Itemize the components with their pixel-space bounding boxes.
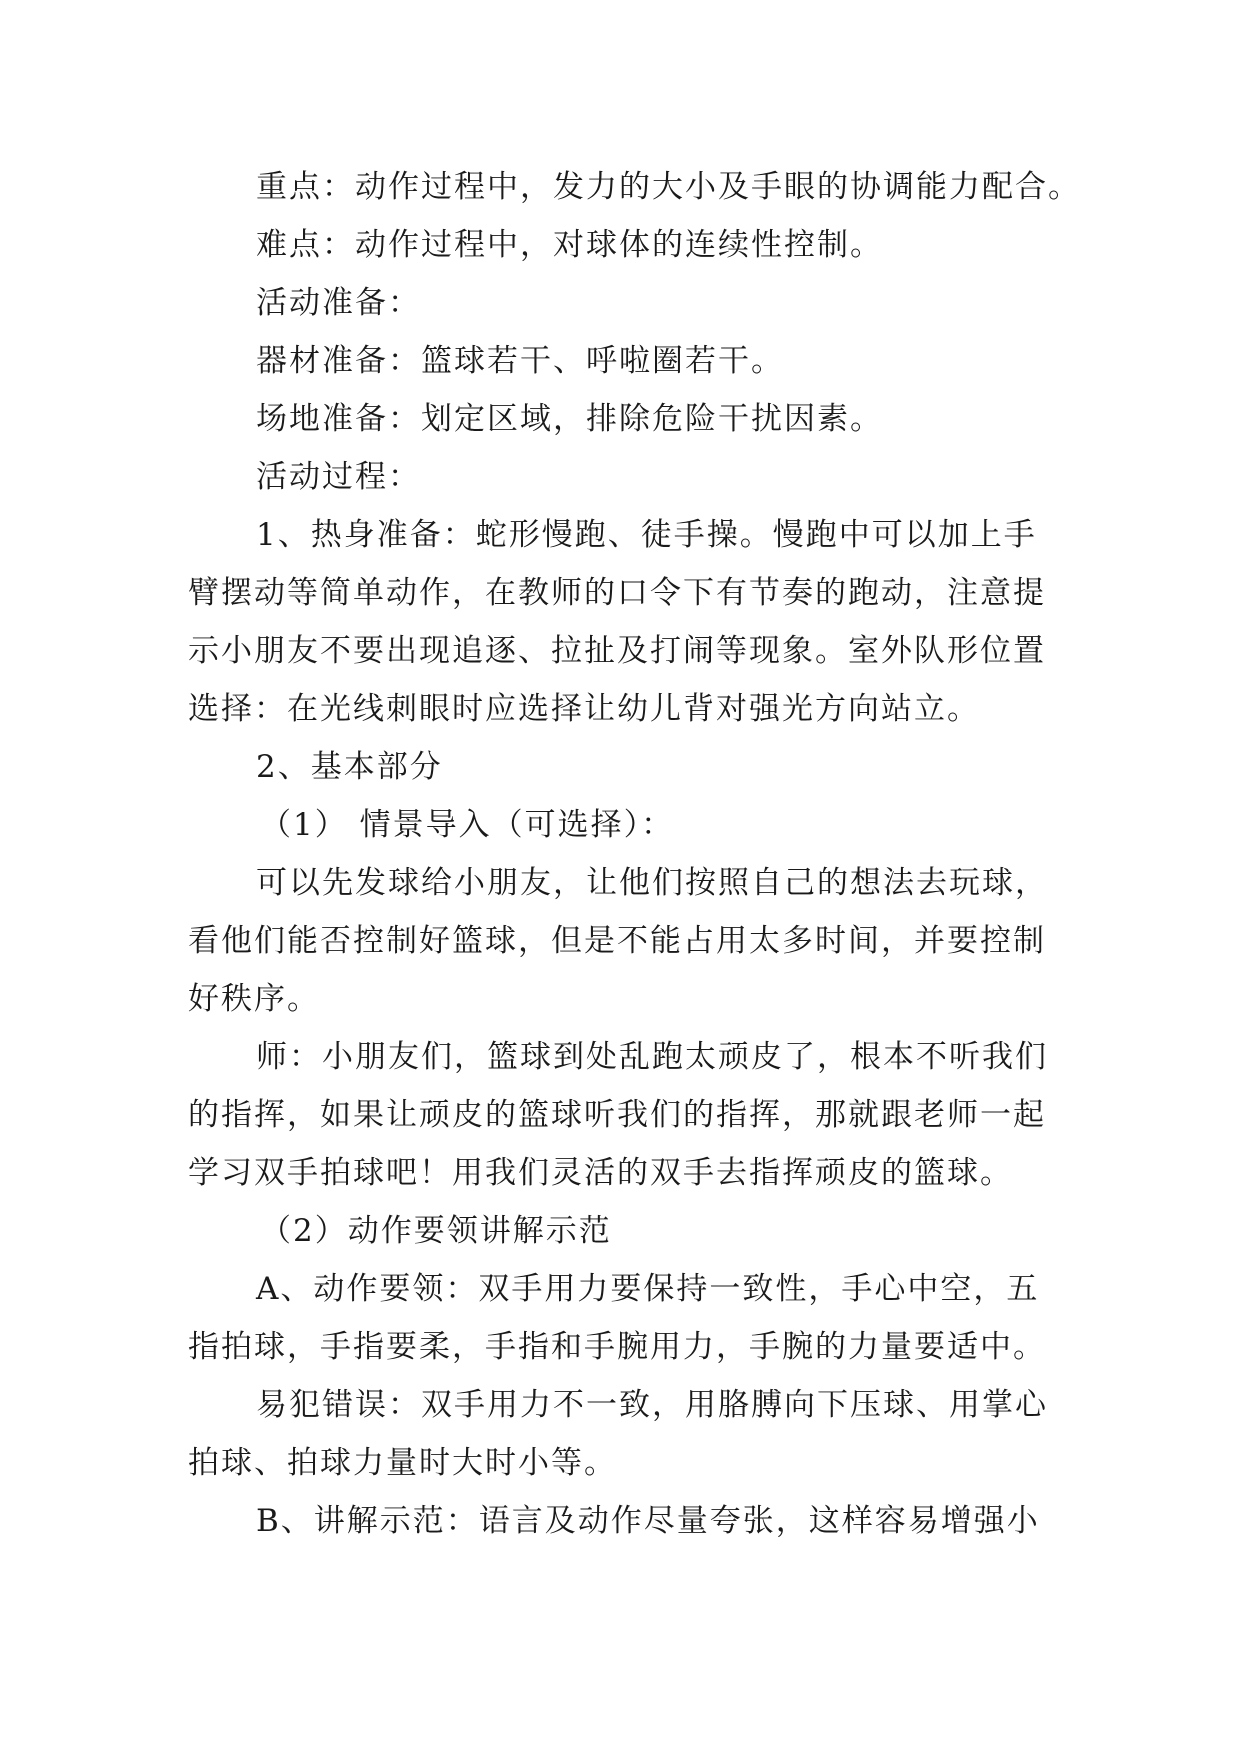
action-essentials-line: A、动作要领：双手用力要保持一致性，手心中空，五 xyxy=(256,1271,1040,1307)
scenario-paragraph-line: 可以先发球给小朋友，让他们按照自己的想法去玩球， xyxy=(256,865,1048,901)
scenario-intro-heading: （1） 情景导入（可选择）： xyxy=(260,807,675,843)
difficulty-line: 难点：动作过程中，对球体的连续性控制。 xyxy=(256,227,883,263)
venue-preparation-line: 场地准备：划定区域，排除危险干扰因素。 xyxy=(256,401,883,437)
scenario-paragraph-line: 看他们能否控制好篮球，但是不能占用太多时间，并要控制 xyxy=(188,923,1046,959)
activity-preparation-heading: 活动准备： xyxy=(256,285,421,321)
warmup-paragraph-line: 1、热身准备：蛇形慢跑、徒手操。慢跑中可以加上手 xyxy=(256,517,1037,553)
document-body xyxy=(188,158,1081,1550)
scenario-paragraph-line: 好秩序。 xyxy=(188,981,320,1017)
demonstration-heading: （2）动作要领讲解示范 xyxy=(260,1213,612,1249)
common-errors-line: 易犯错误：双手用力不一致，用胳膊向下压球、用掌心 xyxy=(256,1387,1048,1423)
teacher-speech-line: 学习双手拍球吧！用我们灵活的双手去指挥顽皮的篮球。 xyxy=(188,1155,1013,1191)
activity-process-heading: 活动过程： xyxy=(256,459,421,495)
basic-part-heading: 2、基本部分 xyxy=(256,749,443,785)
warmup-paragraph-line: 臂摆动等简单动作，在教师的口令下有节奏的跑动，注意提 xyxy=(188,575,1046,611)
equipment-preparation-line: 器材准备：篮球若干、呼啦圈若干。 xyxy=(256,343,784,379)
common-errors-line: 拍球、拍球力量时大时小等。 xyxy=(188,1445,617,1481)
teacher-speech-line: 的指挥，如果让顽皮的篮球听我们的指挥，那就跟老师一起 xyxy=(188,1097,1046,1133)
action-essentials-line: 指拍球，手指要柔，手指和手腕用力，手腕的力量要适中。 xyxy=(188,1329,1046,1365)
warmup-paragraph-line: 选择：在光线刺眼时应选择让幼儿背对强光方向站立。 xyxy=(188,691,980,727)
key-point-line: 重点：动作过程中，发力的大小及手眼的协调能力配合。 xyxy=(256,169,1081,205)
explanation-demo-line: B、讲解示范：语言及动作尽量夸张，这样容易增强小 xyxy=(256,1503,1040,1539)
warmup-paragraph-line: 示小朋友不要出现追逐、拉扯及打闹等现象。室外队形位置 xyxy=(188,633,1046,669)
teacher-speech-line: 师：小朋友们，篮球到处乱跑太顽皮了，根本不听我们 xyxy=(256,1039,1048,1075)
